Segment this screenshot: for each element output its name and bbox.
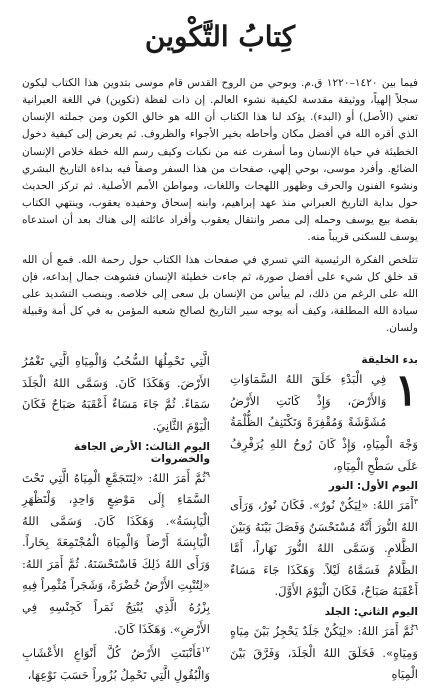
verse-paragraph [22, 643, 210, 686]
verse-number: ٩ [205, 469, 210, 479]
verse-text: ثُمَّ أَمَرَ اللهُ: «لِيَكُنْ جَلَدٌ يَحْجِزُ بَيْنَ مِيَاهٍ وَمِيَاهٍ». فَخَلَقَ اللهُ الْجَلَدَ، وَفَرَّقَ بَيْنَ الْمِيَاهِ [230, 623, 418, 682]
intro-paragraph: فيما بين ١٤٢٠–١٢٢٠ ق.م. وبوحي من الروح القدس قام موسى بتدوين هذا الكتاب ليكون سجلاً إلهياً، ووثيقة مقدسة لكيفية نشوء العالم. إن ذات لفظة (تكوين) في اللغة العبرانية تعني (الأصل) أو (البدء). يؤكد لنا هذا الكتاب أن الله هو خالق الكون ومن جملته الإنسان الذي أقره الله في أفضل مكان وأحاطه بخير الأجواء والظروف. ثم يعرض إلى كيفية دخول الخطيئة في حياة الإنسان وما أسفرت عنه من نكبات وكيف رسم الله خطة خلاص الإنسان الضائع. وأفرد موسى، بوحي إلهي، صفحات من هذا السفر وصفاً فيه بداءة التاريخ البشري ونشوء الفنون والحرف وظهور اللهجات واللغات، ومواطن الأمم الأصلية. ثم تركز الحديث حول بداية التاريخ العبراني منذ عهد إبراهيم، وابنه إسحاق وحفيده يعقوب، وينتهي الكتاب بقصة بيع يوسف وحمله إلى مصر وانتقال يعقوب وأفراد عائلته إلى هناك بعد أن استدعاه يوسف للسكنى قريباً منه. [22, 77, 419, 244]
left-column [22, 351, 210, 689]
verse-number: ١٢ [201, 645, 210, 655]
verse-paragraph [22, 351, 210, 437]
verse-number: ٣ [413, 497, 418, 507]
section-heading: بدء الخليقة [361, 354, 418, 367]
verse-paragraph [230, 495, 418, 603]
verse-number: ٦ [413, 623, 418, 633]
verse-paragraph [230, 621, 418, 686]
book-introduction [22, 75, 418, 337]
verse-text: أَمَرَ اللهُ: «لِيَكُنْ نُورٌ». فَكَانَ نُورٌ، وَرَأَى اللهُ النُّورَ أَنَّهُ مُسْتَحْسَنٌ وَفَصَلَ بَيْنَهُ وَبَيْنَ الظَّلامِ. وَسَمَّى اللهُ النُّورَ نَهَاراً، أَمَّا الظَّلامُ فَسَمَّاهُ لَيْلاً. وَهَكَذَا جَاءَ مَسَاءٌ أَعْقَبَهُ صَبَاحٌ، فَكَانَ الْيَوْمَ الأَوَّلَ. [230, 498, 418, 599]
section-heading: اليوم الأول: النور [328, 480, 418, 493]
verse-paragraph [22, 468, 210, 641]
section-heading: اليوم الثالث: الأرض الجافة والخضروات [74, 440, 210, 465]
scripture-columns [22, 351, 418, 689]
section-heading: اليوم الثاني: الجلد [324, 605, 418, 618]
verse-paragraph [230, 365, 418, 477]
verse-text: فَأَنْبَتَتِ الأَرْضُ كُلَّ أَنْوَاعِ الأَعْشَابِ وَالْبُقُولِ الَّتِي تَحْمِلُ بُزُوراً حَسَبَ نَوْعِهَا، [22, 646, 210, 682]
verse-text: فِي الْبَدْءِ خَلَقَ اللهُ السَّمَاوَاتِ وَالأَرْضَ، وَإِذْ كَانَتِ الأَرْضُ مُشَوَّشَةً وَمُقْفِرَةً وَتَكْتَنِفُ الظُّلْمَةُ وَجْهَ الْمِيَاهِ، وَإِذْ كَانَ رُوحُ اللهِ يُرَفْرِفُ عَلَى سَطْحِ الْمِيَاهِ، [230, 372, 418, 473]
right-column [230, 351, 418, 689]
verse-text: الَّتِي تَحْمِلُهَا السُّحُبُ وَالْمِيَاهِ الَّتِي تَغْمُرُ الأَرْضَ. وَهَكَذَا كَانَ. وَسَمَّى اللهُ الْجَلَدَ سَمَاءً. ثُمَّ جَاءَ مَسَاءٌ أَعْقَبَهُ صَبَاحٌ فَكَانَ الْيَوْمَ الثَّانِيَ. [22, 354, 210, 434]
intro-paragraph: تتلخص الفكرة الرئيسية التي تسري في صفحات هذا الكتاب حول رحمة الله. فمع أن الله قد خلق كل شيء على أفضل صورة، ثم جاءت خطيئة الإنسان فشوهت جمال إبداعه، فإن الله على الرغم من ذلك، لم ييأس من الإنسان بل سعى إلى خلاصه. وينصب التشديد على سيادة الله المطلقة، وكيف أنه يوجه سير التاريخ لصالح شعبه المؤمن به في كل أمة وقبيلة ولسان. [22, 253, 418, 335]
book-title: كِتابُ التَّكْوين [144, 20, 296, 53]
chapter-number: ١ [394, 365, 418, 417]
verse-text: ثُمَّ أَمَرَ اللهُ: «لِتَتَجَمَّعِ الْمِيَاهُ الَّتِي تَحْتَ السَّمَاءِ إِلَى مَوْضِعٍ وَاحِدٍ، وَلْتَظْهَرِ الْيَابِسَةُ». وَهَكَذَا كَانَ. وَسَمَّى اللهُ الْيَابِسَةَ أَرْضاً وَالْمِيَاهَ الْمُجْتَمِعَةَ بِحَاراً. وَرَأَى اللهُ ذَلِكَ فَاسْتَحْسَنَهُ. ثُمَّ أَمَرَ اللهُ: «لِتُنْبِتِ الأَرْضُ خُضْرَةً، وَشَجَراً مُثْمِراً فِيهِ بِزْرُهُ الَّذِي يُنْتِجُ ثَمَراً كَجِنْسِهِ فِي الأَرْضِ». وَهَكَذَا كَانَ. [22, 470, 210, 636]
